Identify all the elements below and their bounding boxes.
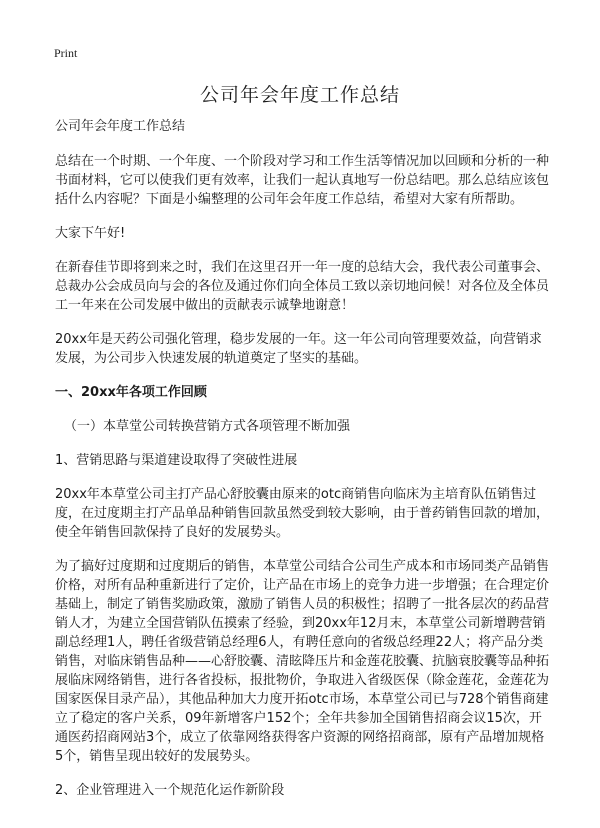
otc-sales-paragraph: 20xx年本草堂公司主打产品心舒胶囊由原来的otc商销售向临床为主培育队伍销售过度，在过度期主打产品单品种销售回款虽然受到较大影响，由于普药销售回款的增加，使全年销售回款保持了良好的发展势头。	[55, 487, 550, 540]
print-link[interactable]: Print	[54, 46, 78, 60]
year-summary-paragraph: 20xx年是天药公司强化管理，稳步发展的一年。这一年公司向管理要效益，向营销求发展，为公司步入快速发展的轨道奠定了坚实的基础。	[55, 332, 542, 366]
point-heading-2: 2、企业管理进入一个规范化运作新阶段	[55, 783, 285, 798]
point-heading-1: 1、营销思路与渠道建设取得了突破性进展	[55, 453, 298, 468]
document-subtitle: 公司年会年度工作总结	[55, 119, 186, 134]
opening-paragraph: 在新春佳节即将到来之时，我们在这里召开一年一度的总结大会，我代表公司董事会、总裁办公会成员向与会的各位及通过你们向全体员工致以亲切地问候！对各位及全体员工一年来在公司发展中做出的贡献表示诚挚地谢意！	[55, 260, 550, 313]
sales-strategy-paragraph: 为了搞好过度期和过度期后的销售，本草堂公司结合公司生产成本和市场同类产品销售价格，对所有品种重新进行了定价，让产品在市场上的竞争力进一步增强；在合理定价基础上，制定了销售奖励政策，激励了销售人员的积极性；招聘了一批各层次的药品营销人才，为建立全国营销队伍摸索了经验，到20xx年12月末，本草堂公司新增聘营销副总经理1人，聘任省级营销总经理6人，有聘任意向的省级总经理22人；将产品分类销售，对临床销售品种——心舒胶囊、清眩降压片和金莲花胶囊、抗脑衰胶囊等品种拓展临床网络销售，进行各省投标，报批物价，争取进入省级医保（除金莲花，金莲花为国家医保目录产品），其他品种加大力度开拓otc市场，本草堂公司已与728个销售商建立了稳定的客户关系，09年新增客户152个；全年共参加全国销售招商会议15次，开通医药招商网站3个，成立了依靠网络获得客户资源的网络招商部，原有产品增加规格5个，销售呈现出较好的发展势头。	[55, 559, 550, 764]
greeting-paragraph: 大家下午好!	[55, 226, 126, 241]
document-body	[55, 117, 552, 815]
page-title: 公司年会年度工作总结	[199, 84, 400, 106]
subsection-heading-1: （一）本草堂公司转换营销方式各项管理不断加强	[64, 419, 351, 434]
intro-paragraph: 总结在一个时期、一个年度、一个阶段对学习和工作生活等情况加以回顾和分析的一种书面材料，它可以使我们更有效率，让我们一起认真地写一份总结吧。那么总结应该包括什么内容呢？下面是小编整理的公司年会年度工作总结，希望对大家有所帮助。	[55, 154, 550, 207]
section-heading-1: 一、20xx年各项工作回顾	[55, 385, 207, 400]
